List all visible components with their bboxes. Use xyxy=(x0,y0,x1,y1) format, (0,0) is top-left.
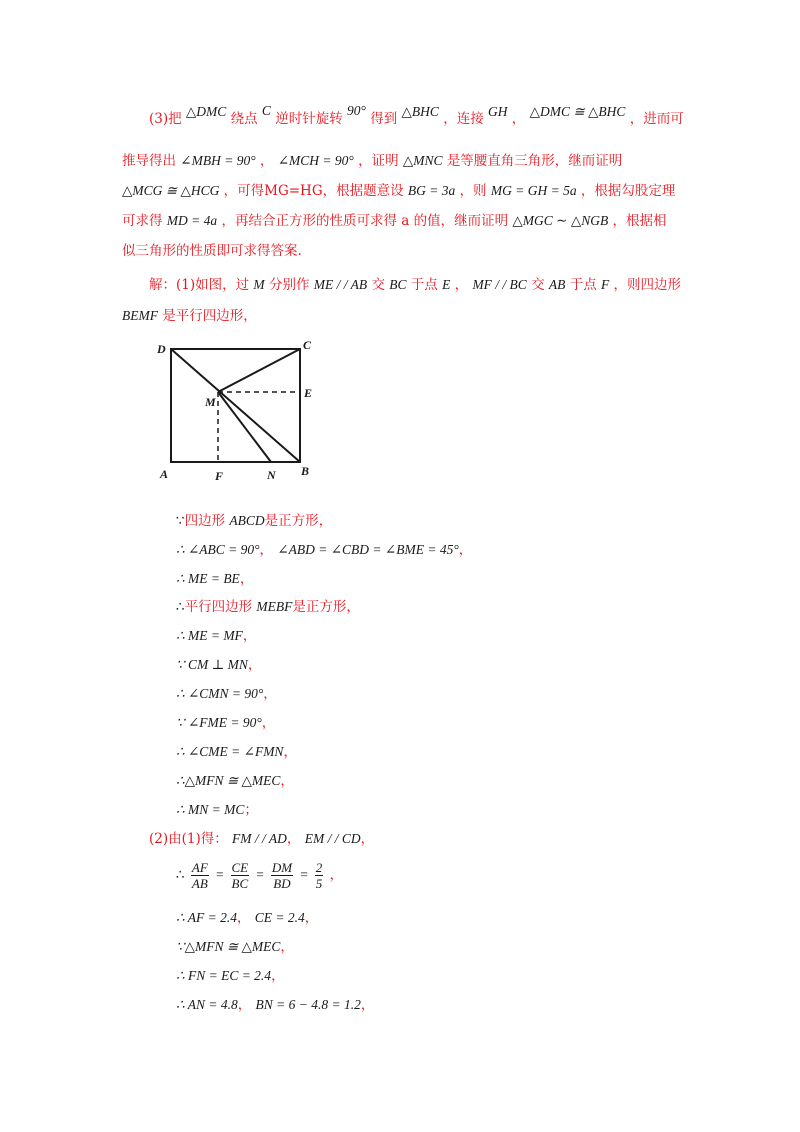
step-6: ∵ CM ⊥ MN， xyxy=(176,657,262,673)
part2-line-3: ∴ FN = EC = 2.4， xyxy=(176,968,285,984)
analysis-line-4: 可求得 MD = 4a ，再结合正方形的性质可求得 a 的值，继而证明 △MGC ∼ △NGB ，根据相 xyxy=(122,213,667,229)
label-d: D xyxy=(157,342,166,356)
analysis-line-1: (3)把 △DMC 绕点 C 逆时针旋转 90° 得到 △BHC ，连接 GH ， △DMC ≅ △BHC ，进而可 xyxy=(149,103,684,127)
square-figure xyxy=(155,335,325,487)
diagonal-db xyxy=(171,349,300,462)
part2-line-4: ∴ AN = 4.8， BN = 6 − 4.8 = 1.2， xyxy=(176,997,375,1013)
step-5: ∴ ME = MF， xyxy=(176,628,257,644)
label-n: N xyxy=(267,468,276,482)
analysis-line-2: 推导得出 ∠MBH = 90° ， ∠MCH = 90° ，证明 △MNC 是等腰直角三角形，继而证明 xyxy=(122,153,623,169)
step-7: ∴ ∠CMN = 90°， xyxy=(176,686,277,702)
analysis-line-3: △MCG ≅ △HCG ，可得MG=HG，根据题意设 BG = 3a ，则 MG = GH = 5a ，根据勾股定理 xyxy=(122,183,676,199)
label-c: C xyxy=(303,338,312,352)
label-e: E xyxy=(304,386,313,400)
step-8: ∵ ∠FME = 90°， xyxy=(176,715,276,731)
fraction-af-ab: $\frac{AF}{AB}$ xyxy=(191,860,208,891)
fraction-2-5: $\frac{2}{5}$ xyxy=(315,860,323,891)
step-2: ∴ ∠ABC = 90°， ∠ABD = ∠CBD = ∠BME = 45°， xyxy=(176,542,473,558)
label-a: A xyxy=(160,467,169,481)
step-4: ∴平行四边形 MEBF是正方形， xyxy=(176,599,360,615)
step-10: ∴△MFN ≅ △MEC， xyxy=(176,773,294,789)
label-f: F xyxy=(215,469,224,483)
solution-line-1: 解：(1)如图，过 M 分别作 ME / / AB 交 BC 于点 E ， MF / / BC 交 AB 于点 F ，则四边形 xyxy=(149,277,682,293)
part2-head: (2)由(1)得： FM / / AD， EM / / CD， xyxy=(149,831,375,847)
fraction-ce-bc: $\frac{CE}{BC}$ xyxy=(231,860,249,891)
fraction-dm-bd: $\frac{DM}{BD}$ xyxy=(271,860,293,891)
step-3: ∴ ME = BE， xyxy=(176,571,254,587)
solution-line-2: BEMF 是平行四边形， xyxy=(122,308,257,324)
step-9: ∴ ∠CME = ∠FMN， xyxy=(176,744,297,760)
label-b: B xyxy=(301,464,310,478)
segment-mn xyxy=(218,392,271,462)
ratio-equation: ∴ $\frac{AF}{AB}$ = $\frac{CE}{BC}$ = $\frac{DM}{BD}$ = $\frac{2}{5}$ ， xyxy=(176,860,344,891)
step-1: ∵四边形 ABCD是正方形， xyxy=(176,513,333,529)
label-m: M xyxy=(205,395,216,409)
segment-mc xyxy=(218,349,300,392)
part2-line-2: ∵△MFN ≅ △MEC， xyxy=(176,939,294,955)
step-11: ∴ MN = MC； xyxy=(176,802,258,818)
part2-line-1: ∴ AF = 2.4， CE = 2.4， xyxy=(176,910,319,926)
analysis-line-5: 似三角形的性质即可求得答案. xyxy=(122,243,302,259)
